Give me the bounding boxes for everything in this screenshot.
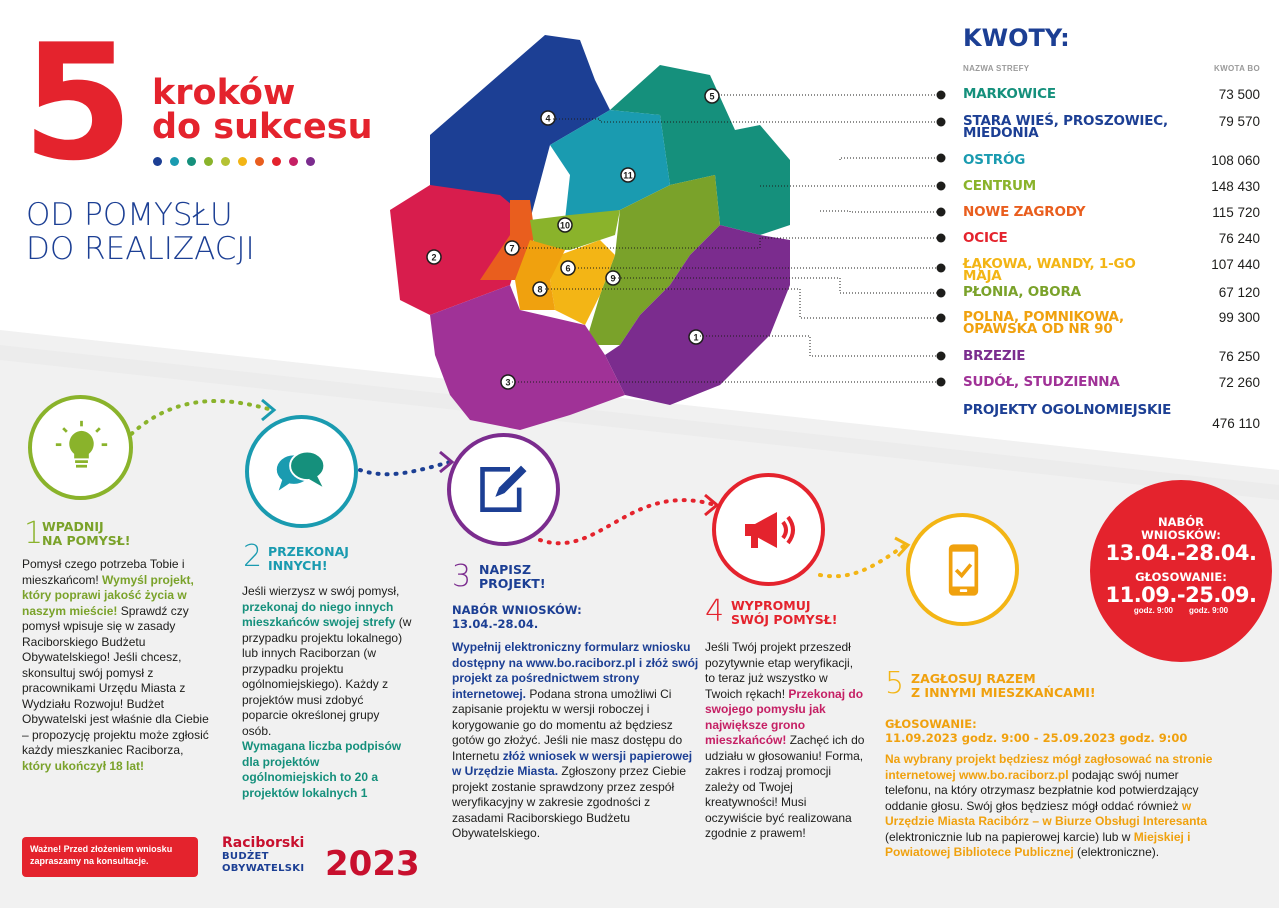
svg-text:9: 9 [610,273,616,284]
step5-text [885,752,1215,861]
svg-text:8: 8 [537,284,543,295]
step4-title-l2: SWÓJ POMYSŁ! [731,612,838,627]
step2-title-l1: PRZEKONAJ [268,544,349,559]
logo-line3: OBYWATELSKI [222,863,305,874]
kwoty-row-amount: 76 250 [1218,349,1260,364]
badge-times [1090,606,1272,615]
title-line1: kroków [152,73,296,113]
color-dot [204,157,213,166]
step3-nabor-dates: 13.04.-28.04. [452,617,539,631]
step2-p2: (w przypadku projektu lokalnego) lub innych Raciborzan (w przypadku projektu ogólnomiejskiego). Każdy z projektów musi zdobyć poparcie określonej grupy osób. [242,615,412,738]
chat-bubbles-icon [273,443,330,500]
kwoty-row-name: PROJEKTY OGOLNOMIEJSKIE [963,402,1172,418]
step4-title [731,599,837,627]
step5-title-l1: ZAGŁOSUJ RAZEM [911,671,1036,686]
step2-p1-highlight: przekonaj do niego innych mieszkańców swojej strefy [242,599,396,629]
kwoty-row-amount: 76 240 [1218,231,1260,246]
color-dots [153,157,315,166]
step4-circle [712,473,825,586]
step3-nabor [452,603,582,631]
edit-form-icon [477,462,532,517]
big-number-five: 5 [22,9,130,196]
badge-nabor-l1: NABÓR [1158,515,1204,529]
step1-p1-highlight: Wymyśl projekt, który poprawi jakość życia w naszym mieście! [22,572,194,618]
step5-circle [906,513,1019,626]
kwoty-col-amount: KWOTA BO [1214,64,1260,73]
district-label-9 [606,271,620,285]
kwoty-row-amount: 148 430 [1211,179,1260,194]
tagline-line1: OD POMYSŁU [26,197,233,233]
step5-p2: podając swój numer telefonu, na który otrzymasz bezpłatnie kod potwierdzający oddanie głosu. Swój głos będziesz mógł oddać również [885,767,1199,813]
step5-number: 5 [885,666,905,701]
kwoty-title: KWOTY: [963,24,1070,52]
step3-circle [447,433,560,546]
step4-text [705,640,865,842]
color-dot [272,157,281,166]
kwoty-row-amount: 476 110 [1212,416,1260,431]
logo-line2: BUDŻET [222,851,269,862]
svg-text:2: 2 [431,252,437,263]
color-dot [170,157,179,166]
step2-number: 2 [243,539,263,574]
district-label-7 [505,241,519,255]
district-map [370,25,810,435]
step3-p2: Podana strona umożliwi Ci zapisanie projektu w wersji roboczej i korygowanie go do momentu aż będziesz gotów go złożyć. Jeśli nie masz dostępu do Internetu [452,686,683,763]
step3-title-l2: PROJEKT! [479,576,546,591]
kwoty-row-amount: 67 120 [1218,285,1260,300]
kwoty-col-name: NAZWA STREFY [963,64,1030,73]
step1-circle [28,395,133,500]
step1-p2: Sprawdź czy pomysł wpisuje się w zasady Raciborskiego Budżetu Obywatelskiego! Jeśli chcesz, skonsultuj swój pomysł z pracownikami Urzędu Miasta z Wydziału Rozwoju! Budżet Obywatelski jest właśnie dla Ciebie – propozycję projektu może zgłosić każdy mieszkaniec Raciborza, [22,603,209,757]
step5-p4: (elektroniczne). [1073,845,1160,859]
step5-title-l2: Z INNYMI MIESZKAŃCAMI! [911,685,1096,700]
kwoty-row-amount: 72 260 [1218,375,1260,390]
step5-title [911,672,1096,700]
badge-time-end: godz. 9:00 [1189,606,1229,615]
district-label-11 [621,168,635,182]
step2-text [242,584,412,801]
step4-p1-highlight: Przekonaj do swojego pomysłu jak największe grono mieszkańców! [705,686,864,747]
svg-text:4: 4 [545,113,551,124]
svg-text:1: 1 [693,332,699,343]
step3-p1-highlight: Wypełnij elektroniczny formularz wniosku dostępny na www.bo.raciborz.pl i złóż swój projekt za pośrednictwem strony internetowej. [452,640,699,701]
step3-nabor-label: NABÓR WNIOSKÓW: [452,603,582,617]
consultation-warning: Ważne! Przed złożeniem wniosku zapraszamy na konsultacje. [22,837,198,877]
step1-title-l2: NA POMYSŁ! [42,533,131,548]
step3-p2-highlight: złóż wniosek w wersji papierowej w Urzędzie Miasta. [452,748,693,778]
kwoty-row-name: PŁONIA, OBORA [963,284,1081,300]
color-dot [255,157,264,166]
kwoty-row-name: BRZEZIE [963,348,1026,364]
badge-glos-dates: 11.09.-25.09. [1105,583,1257,607]
kwoty-row-name: STARA WIEŚ, PROSZOWIEC, MIEDONIA [963,113,1168,141]
step1-p1: Pomysł czego potrzeba Tobie i mieszkańcom! [22,557,185,587]
step3-title [479,563,546,591]
step1-text [22,557,210,774]
color-dot [306,157,315,166]
kwoty-row-name: SUDÓŁ, STUDZIENNA [963,374,1120,390]
kwoty-row-name: OSTRÓG [963,152,1026,168]
step4-number: 4 [705,594,725,629]
district-label-10 [558,218,572,232]
dates-badge [1090,480,1272,662]
district-label-2 [427,250,441,264]
page-title [152,73,373,147]
logo-line1: Raciborski [222,835,305,851]
kwoty-row-name: OCICE [963,230,1008,246]
lightbulb-icon [54,419,109,474]
svg-text:6: 6 [565,263,571,274]
color-dot [289,157,298,166]
color-dot [238,157,247,166]
megaphone-icon [736,502,798,562]
step3-text [452,640,700,842]
step3-number: 3 [452,559,472,594]
kwoty-row-name: ŁĄKOWA, WANDY, 1-GO MAJA [963,256,1136,284]
kwoty-row-amount: 79 570 [1218,114,1260,129]
kwoty-row-amount: 107 440 [1211,257,1260,272]
step4-p1: Jeśli Twój projekt przeszedł pozytywnie etap weryfikacji, to teraz już wszystko w Twoich rękach! [705,640,854,701]
kwoty-row-amount: 99 300 [1218,310,1260,325]
step1-number: 1 [24,516,44,551]
step2-p3-highlight: Wymagana liczba podpisów dla projektów ogólnomiejskich to 20 a projektów lokalnych 1 [242,739,402,800]
phone-check-icon [936,539,991,601]
step1-title-l1: WPADNIJ [42,519,104,534]
step4-title-l1: WYPROMUJ [731,598,811,613]
step4-p2: Zachęć ich do udziału w głosowaniu! Forma, zakres i rodzaj promocji zależy od Twojej kreatywności! Musi oczywiście być realizowana zgodnie z prawem! [705,733,865,840]
svg-text:5: 5 [709,91,715,102]
kwoty-row-name: NOWE ZAGRODY [963,204,1086,220]
kwoty-row-amount: 108 060 [1211,153,1260,168]
kwoty-row-amount: 115 720 [1212,205,1260,220]
color-dot [153,157,162,166]
step5-glos-label: GŁOSOWANIE: [885,717,977,731]
district-label-3 [501,375,515,389]
step2-title [268,545,349,573]
step5-p3-highlight: Miejskiej i Powiatowej Bibliotece Publicznej [885,829,1191,859]
svg-text:11: 11 [623,170,633,181]
step3-title-l1: NAPISZ [479,562,532,577]
svg-text:10: 10 [559,220,571,231]
step3-p3: Zgłoszony przez Ciebie projekt zostanie sprawdzony przez zespół weryfikacyjny w zakresie zgodności z zasadami Raciborskiego Budżetu Obywatelskiego. [452,764,687,840]
kwoty-row-amount: 73 500 [1218,87,1260,102]
tagline-line2: DO REALIZACJI [26,231,255,267]
svg-text:3: 3 [505,377,511,388]
kwoty-row-name: POLNA, POMNIKOWA, OPAWSKA OD NR 90 [963,309,1124,337]
step5-glos-dates: 11.09.2023 godz. 9:00 - 25.09.2023 godz. 9:00 [885,731,1188,745]
color-dot [221,157,230,166]
kwoty-row-name: MARKOWICE [963,86,1056,102]
logo-lines [222,851,304,875]
district-label-1 [689,330,703,344]
step5-glos [885,717,1187,745]
badge-time-start: godz. 9:00 [1133,606,1173,615]
step2-title-l2: INNYCH! [268,558,328,573]
badge-glos-label: GŁOSOWANIE: [1135,570,1227,584]
badge-nabor-label [1090,516,1272,542]
title-line2: do sukcesu [152,107,373,147]
badge-nabor-l2: WNIOSKÓW: [1141,528,1221,542]
badge-nabor-dates: 13.04.-28.04. [1105,541,1257,565]
tagline [26,198,255,266]
step1-title [42,520,131,548]
step2-p1: Jeśli wierzysz w swój pomysł, [242,584,400,598]
step5-p1-highlight: Na wybrany projekt będziesz mógł zagłosować na stronie internetowej www.bo.raciborz.pl [885,752,1213,782]
district-label-4 [541,111,555,125]
kwoty-row-name: CENTRUM [963,178,1037,194]
district-label-8 [533,282,547,296]
district-label-5 [705,89,719,103]
color-dot [187,157,196,166]
district-label-6 [561,261,575,275]
step5-p2-highlight: w Urzędzie Miasta Racibórz – w Biurze Obsługi Interesanta [885,798,1208,828]
step2-circle [245,415,358,528]
svg-text:7: 7 [509,243,515,254]
step5-p3: (elektronicznie lub na papierowej karcie) lub w [885,829,1134,844]
step1-p2-highlight: który ukończył 18 lat! [22,758,145,773]
logo-year: 2023 [325,844,420,884]
